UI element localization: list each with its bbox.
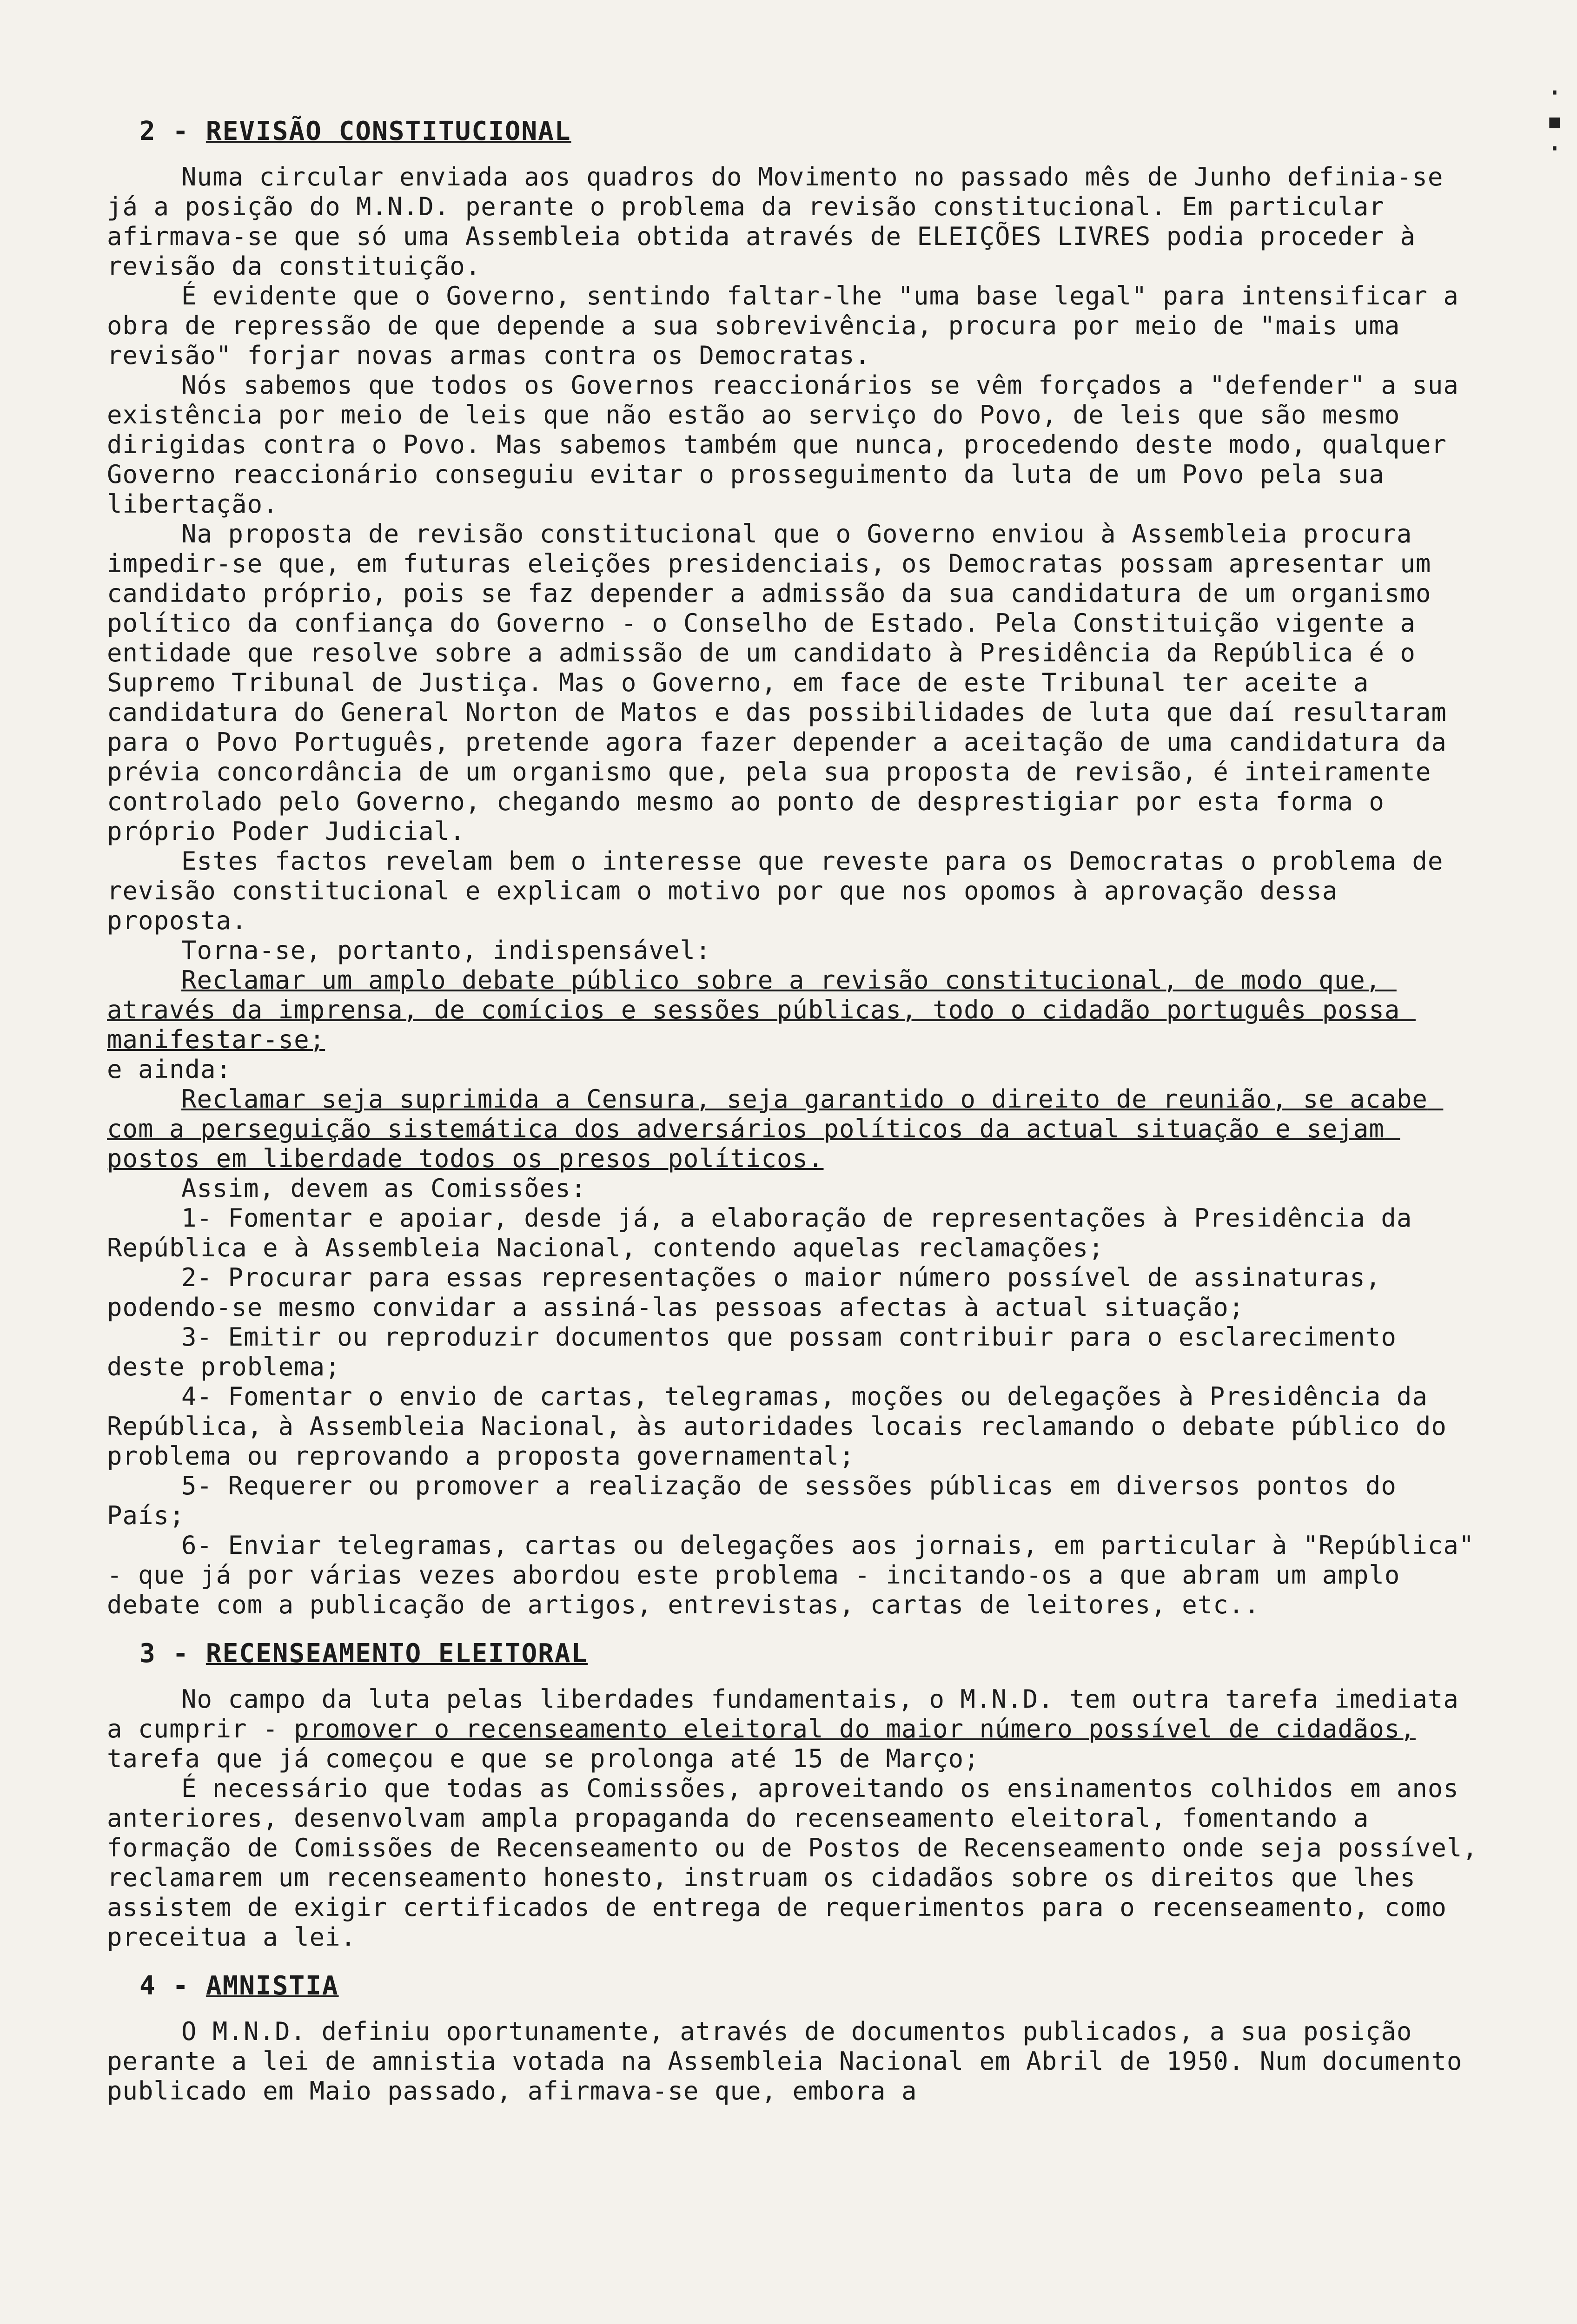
section-title-revisao [139,116,1484,146]
paragraph-underlined: Reclamar seja suprimida a Censura, seja garantido o direito de reunião, se acabe com a perseguição sistemática dos adversários políticos da actual situação e sejam postos em liberdade todos os presos políticos. [107,1084,1444,1173]
paragraph: e ainda: [107,1055,232,1084]
paragraph: Na proposta de revisão constitucional que o Governo enviou à Assembleia procura impedir-se que, em futuras eleições presidenciais, os Democratas possam apresentar um candidato próprio, pois se faz depender a admissão da sua candidatura de um organismo político da confiança do Governo - o Conselho de Estado. Pela Constituição vigente a entidade que resolve sobre a admissão de um candidato à Presidência da República é o Supremo Tribunal de Justiça. Mas o Governo, em face de este Tribunal ter aceite a candidatura do General Norton de Matos e das possibilidades de luta que daí resultaram para o Povo Português, pretende agora fazer depender a aceitação de uma candidatura da prévia concordância de um organismo que, pela sua proposta de revisão, é inteiramente controlado pelo Governo, chegando mesmo ao ponto de desprestigiar por esta forma o próprio Poder Judicial. [107,519,1463,846]
section-heading: RECENSEAMENTO ELEITORAL [205,1638,588,1669]
section-heading: REVISÃO CONSTITUCIONAL [205,116,571,146]
paragraph: Torna-se, portanto, indispensável: [181,936,711,965]
list-item: 2- Procurar para essas representações o maior número possível de assinaturas, podendo-se mesmo convidar a assiná-las pessoas afectas à actual situação; [107,1263,1397,1322]
paragraph: O M.N.D. definiu oportunamente, através de documentos publicados, a sua posição perante a lei de amnistia votada na Assembleia Nacional em Abril de 1950. Num documento publicado em Maio passado, afirmava-se que, embora a [107,2017,1478,2106]
text-run: tarefa que já começou e que se prolonga até 15 de Março; [107,1714,1431,1773]
paragraph: Nós sabemos que todos os Governos reaccionários se vêm forçados a "defender" a sua existência por meio de leis que não estão ao serviço do Povo, de leis que são mesmo dirigidas contra o Povo. Mas sabemos também que nunca, procedendo deste modo, qualquer Governo reaccionário conseguiu evitar o prosseguimento da luta de um Povo pela sua libertação. [107,370,1475,519]
section-title-amnistia [139,1971,1484,2001]
text-run-underlined: promover o recenseamento eleitoral do maior número possível de cidadãos, [294,1714,1416,1743]
margin-marks: · ▪ · [1546,77,1563,165]
text-run: No campo da luta pelas liberdades fundamentais, o M.N.D. tem outra tarefa imediata a cumprir - [107,1684,1475,1743]
section-number: 2 - [139,116,190,146]
paragraph: Numa circular enviada aos quadros do Movimento no passado mês de Junho definia-se já a posição do M.N.D. perante o problema da revisão constitucional. Em particular afirmava-se que só uma Assembleia obtida através de ELEIÇÕES LIVRES podia proceder à revisão da constituição. [107,162,1459,281]
paragraph: É necessário que todas as Comissões, aproveitando os ensinamentos colhidos em anos anteriores, desenvolvam ampla propaganda do recenseamento eleitoral, fomentando a formação de Comissões de Recenseamento ou de Postos de Recenseamento onde seja possível, reclamarem um recenseamento honesto, instruam os cidadãos sobre os direitos que lhes assistem de exigir certificados de entrega de requerimentos para o recenseamento, como preceitua a lei. [107,1774,1494,1952]
section-number: 3 - [139,1638,190,1669]
paragraph: Estes factos revelam bem o interesse que reveste para os Democratas o problema de revisão constitucional e explicam o motivo por que nos opomos à aprovação dessa proposta. [107,846,1459,935]
list-item: 6- Enviar telegramas, cartas ou delegações aos jornais, em particular à "República" - que já por várias vezes abordou este problema - incitando-os a que abram um amplo debate com a publicação de artigos, entrevistas, cartas de leitores, etc.. [107,1531,1490,1619]
list-item: 1- Fomentar e apoiar, desde já, a elaboração de representações à Presidência da República e à Assembleia Nacional, contendo aquelas reclamações; [107,1203,1428,1262]
section-heading: AMNISTIA [205,1971,339,2001]
paragraph: Assim, devem as Comissões: [181,1174,587,1203]
paragraph-underlined: Reclamar um amplo debate público sobre a revisão constitucional, de modo que, através da imprensa, de comícios e sessões públicas, todo o cidadão português possa manifestar-se; [107,965,1416,1054]
paragraph: É evidente que o Governo, sentindo faltar-lhe "uma base legal" para intensificar a obra de repressão de que depende a sua sobrevivência, procura por meio de "mais uma revisão" forjar novas armas contra os Democratas. [107,281,1475,370]
list-item: 4- Fomentar o envio de cartas, telegramas, moções ou delegações à Presidência da República, à Assembleia Nacional, às autoridades locais reclamando o debate público do problema ou reprovando a proposta governamental; [107,1382,1463,1471]
section-title-recenseamento [139,1638,1484,1669]
paragraph [107,1684,1484,1774]
section-number: 4 - [139,1971,190,2001]
list-item: 5- Requerer ou promover a realização de sessões públicas em diversos pontos do País; [107,1471,1412,1530]
list-item: 3- Emitir ou reproduzir documentos que possam contribuir para o esclarecimento deste problema; [107,1322,1412,1381]
